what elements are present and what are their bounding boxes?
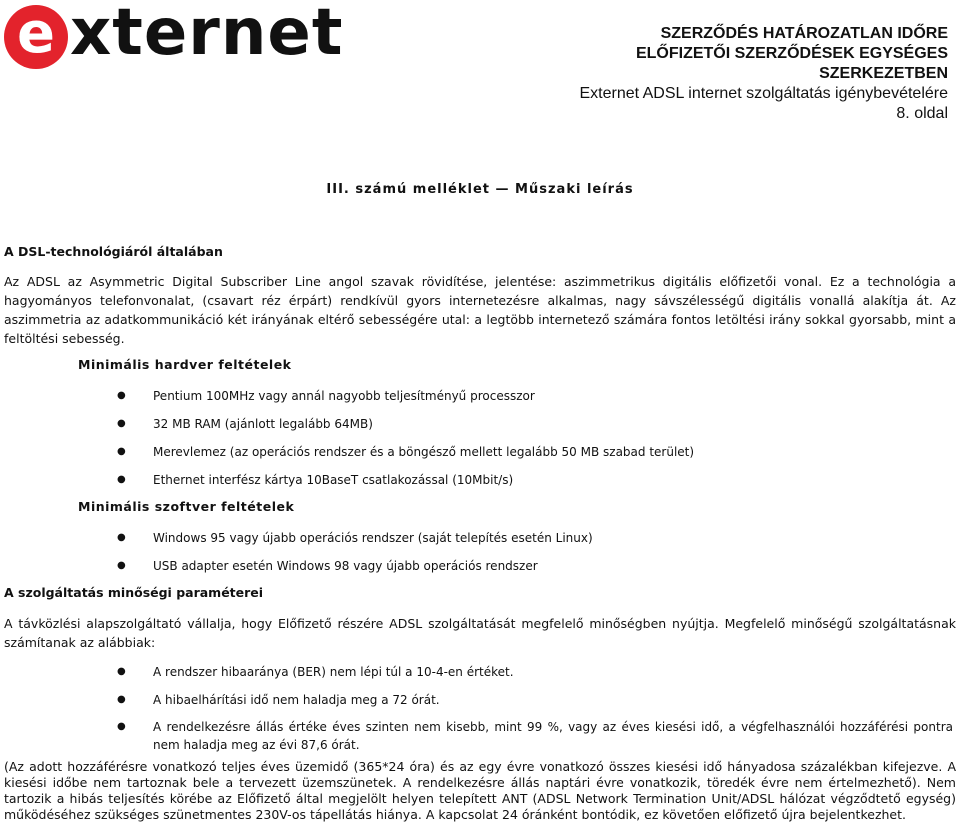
bullet-icon: ● <box>117 390 126 401</box>
list-item-text: A rendelkezésre állás értéke éves szinten nem kisebb, mint 99 %, vagy az éves kiesési idő, a végfelhasználói hozzáférési pontra nem haladja meg az évi 87,6 órát. <box>153 720 953 752</box>
quality-heading: A szolgáltatás minőségi paraméterei <box>4 585 264 600</box>
software-heading: Minimális szoftver feltételek <box>78 499 295 514</box>
availability-note: (Az adott hozzáférésre vonatkozó teljes éves üzemidő (365*24 óra) és az egy évre vonatkozó összes kiesési idő hányadosa százalékban kifejezve. A kiesési időbe nem tartoznak bele a tervezett üzemszünetek. A rendelkezésre állás naptári évre vonatkozik, töredék évre nem értelmezhető). Nem tartozik a hibás teljesítés körébe az Előfizető által megjelölt helyen telepített ANT (ADSL Network Termination Unit/ADSL hálózat végződtető egység) működéséhez szükséges szünetmentes 230V-os tápellátás hiánya. A kapcsolat 24 óránként bontódik, ez követően előfizető újra bejelentkezhet. <box>4 759 956 822</box>
logo-e-mark: e <box>4 5 68 69</box>
bullet-icon: ● <box>117 560 126 571</box>
bullet-icon: ● <box>117 666 126 677</box>
bullet-icon: ● <box>117 446 126 457</box>
list-item-text: Ethernet interfész kártya 10BaseT csatlakozással (10Mbit/s) <box>153 473 514 487</box>
list-item-text: A rendszer hibaaránya (BER) nem lépi túl a 10-4-en értéket. <box>153 665 514 679</box>
list-item-text: Windows 95 vagy újabb operációs rendszer (saját telepítés esetén Linux) <box>153 531 593 545</box>
logo-wordmark: xternet <box>70 0 344 70</box>
header-line-1: SZERZŐDÉS HATÁROZATLAN IDŐRE <box>660 25 948 42</box>
header-line-4: Externet ADSL internet szolgáltatás igénybevételére <box>579 85 948 102</box>
page-title: III. számú melléklet — Műszaki leírás <box>326 182 634 197</box>
list-item-text: A hibaelhárítási idő nem haladja meg a 72 órát. <box>153 693 440 707</box>
bullet-icon: ● <box>117 418 126 429</box>
dsl-paragraph: Az ADSL az Asymmetric Digital Subscriber Line angol szavak rövidítése, jelentése: aszimmetrikus digitális előfizetői vonal. Ez a technológia a hagyományos telefonvonalat, (csavart réz érpárt) rendkívül gyors internetezésre alkalmas, nagy sávszélességű digitális vonallá alakítja át. Az aszimmetria az adatkommunikáció két irányának eltérő sebességére utal: a legtöbb internetező számára fontos letöltési irány sokkal gyorsabb, mint a feltöltési sebesség. <box>4 274 956 346</box>
bullet-icon: ● <box>117 694 126 705</box>
header-line-3: SZERKEZETBEN <box>819 65 948 82</box>
quality-paragraph: A távközlési alapszolgáltató vállalja, hogy Előfizető részére ADSL szolgáltatását megfelelő minőségben nyújtja. Megfelelő minőségű szolgáltatásnak számítanak az alábbiak: <box>4 616 956 650</box>
header-line-2: ELŐFIZETŐI SZERZŐDÉSEK EGYSÉGES <box>635 45 948 62</box>
bullet-icon: ● <box>117 532 126 543</box>
externet-logo <box>4 2 360 70</box>
list-item-text: Pentium 100MHz vagy annál nagyobb teljesítményű processzor <box>153 389 535 403</box>
hardware-heading: Minimális hardver feltételek <box>78 357 292 372</box>
list-item-text: Merevlemez (az operációs rendszer és a böngésző mellett legalább 50 MB szabad terület) <box>153 445 695 459</box>
list-item-text: USB adapter esetén Windows 98 vagy újabb operációs rendszer <box>153 559 538 573</box>
bullet-icon: ● <box>117 474 126 485</box>
list-item-text: 32 MB RAM (ajánlott legalább 64MB) <box>153 417 373 431</box>
section-heading-dsl: A DSL-technológiáról általában <box>4 244 223 259</box>
page-number: 8. oldal <box>896 105 948 122</box>
bullet-icon: ● <box>117 721 126 732</box>
document-header <box>478 24 948 124</box>
